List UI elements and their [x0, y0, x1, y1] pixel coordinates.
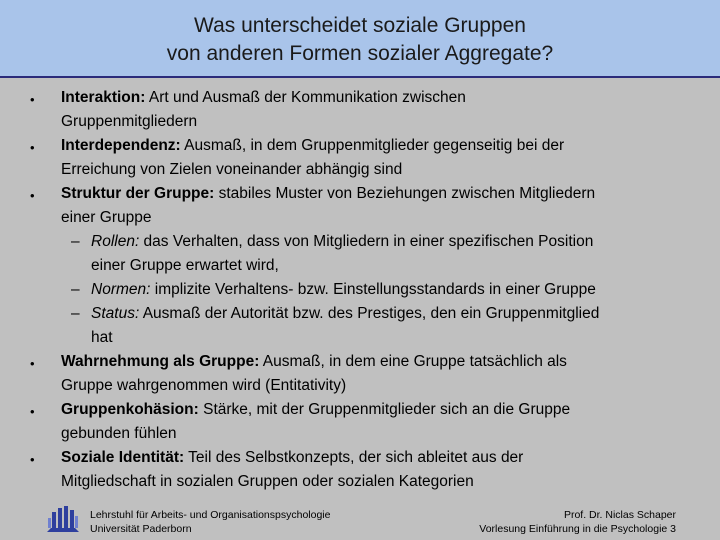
footer — [0, 500, 720, 540]
bullet-continuation: gebunden fühlen — [61, 425, 177, 442]
bullet-term: Wahrnehmung als Gruppe: — [61, 353, 260, 370]
subitem-term: Status: — [91, 305, 140, 322]
footer-lecturer: Prof. Dr. Niclas Schaper — [563, 509, 676, 521]
bullet-term: Interdependenz: — [61, 137, 181, 154]
bullet-gruppenkohaesion — [61, 398, 701, 422]
slide-title-line-1: Was unterscheidet soziale Gruppen — [194, 14, 526, 37]
bullet-marker: • — [30, 452, 35, 467]
bullet-wahrnehmung — [61, 350, 701, 374]
bullet-continuation: Erreichung von Zielen voneinander abhängig sind — [61, 161, 403, 178]
bullet-marker: • — [30, 404, 35, 419]
bullet-interaktion — [61, 86, 701, 110]
bullet-marker: • — [30, 188, 35, 203]
bullet-continuation: Gruppe wahrgenommen wird (Entitativity) — [61, 377, 347, 394]
bullet-marker: • — [30, 92, 35, 107]
bullet-list — [0, 86, 720, 496]
bullet-text: Stärke, mit der Gruppenmitglieder sich an die Gruppe — [198, 401, 571, 418]
subitem-continuation: einer Gruppe erwartet wird, — [91, 257, 279, 274]
sub-dash: – — [71, 305, 80, 322]
bullet-text: Teil des Selbstkonzepts, der sich ableitet aus der — [184, 449, 524, 466]
sub-dash: – — [71, 281, 80, 298]
footer-right — [479, 508, 676, 536]
subitem-term: Rollen: — [91, 233, 140, 250]
subitem-normen — [91, 278, 720, 302]
subitem-term: Normen: — [91, 281, 151, 298]
bullet-term: Struktur der Gruppe: — [61, 185, 215, 202]
bullet-struktur — [61, 182, 701, 206]
footer-university: Universität Paderborn — [90, 523, 192, 535]
footer-lecture-page: Vorlesung Einführung in die Psychologie 3 — [479, 523, 676, 535]
university-logo-icon — [45, 504, 81, 534]
sub-dash: – — [71, 233, 80, 250]
subitem-status — [91, 302, 720, 326]
subitem-text: das Verhalten, dass von Mitgliedern in einer spezifischen Position — [139, 233, 594, 250]
bullet-text: stabiles Muster von Beziehungen zwischen Mitgliedern — [214, 185, 596, 202]
footer-left — [90, 508, 330, 536]
bullet-interdependenz — [61, 134, 701, 158]
subitem-text: Ausmaß der Autorität bzw. des Prestiges, den ein Gruppenmitglied — [139, 305, 600, 322]
title-band — [0, 0, 720, 78]
bullet-text: Ausmaß, in dem eine Gruppe tatsächlich als — [259, 353, 567, 370]
footer-chair: Lehrstuhl für Arbeits- und Organisationspsychologie — [90, 509, 331, 521]
bullet-term: Gruppenkohäsion: — [61, 401, 199, 418]
bullet-soziale-identitaet — [61, 446, 701, 470]
subitem-text: implizite Verhaltens- bzw. Einstellungsstandards in einer Gruppe — [150, 281, 596, 298]
bullet-term: Interaktion: — [61, 89, 146, 106]
bullet-marker: • — [30, 140, 35, 155]
bullet-continuation: einer Gruppe — [61, 209, 152, 226]
bullet-marker: • — [30, 356, 35, 371]
bullet-continuation: Gruppenmitgliedern — [61, 113, 198, 130]
bullet-text: Art und Ausmaß der Kommunikation zwischen — [145, 89, 466, 106]
slide-title-line-2: von anderen Formen sozialer Aggregate? — [166, 42, 554, 65]
subitem-continuation: hat — [91, 329, 113, 346]
bullet-continuation: Mitgliedschaft in sozialen Gruppen oder sozialen Kategorien — [61, 473, 474, 490]
bullet-term: Soziale Identität: — [61, 449, 185, 466]
bullet-text: Ausmaß, in dem Gruppenmitglieder gegenseitig bei der — [180, 137, 565, 154]
subitem-rollen — [91, 230, 720, 254]
